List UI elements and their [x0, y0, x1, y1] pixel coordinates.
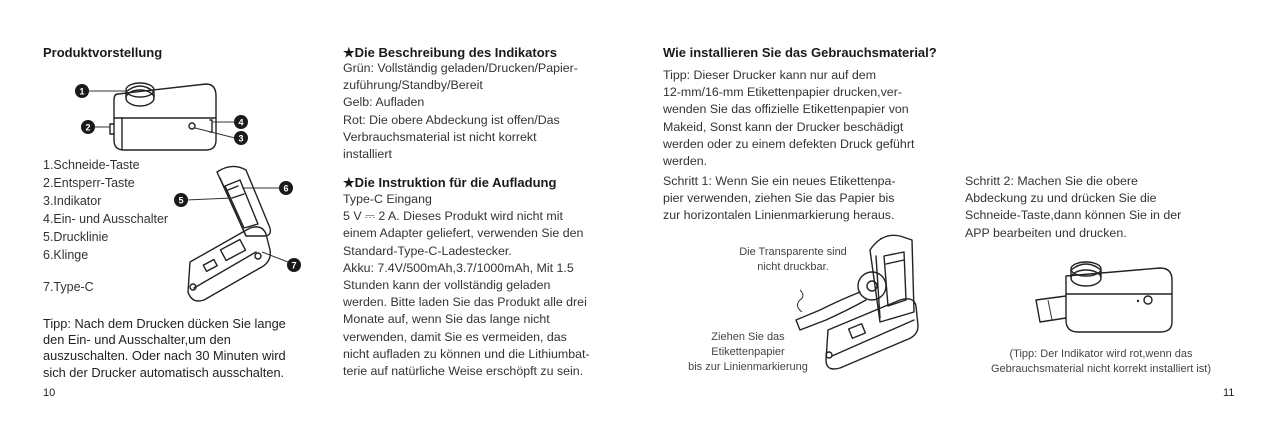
list-item: 1.Schneide-Taste: [43, 158, 140, 172]
list-item: 3.Indikator: [43, 194, 102, 208]
page-number-left: 10: [43, 387, 56, 399]
callout-1: 1: [79, 86, 85, 97]
pull-note: Ziehen Sie das Etikettenpapier bis zur Linienmarkierung: [688, 331, 808, 373]
indicator-title: ★Die Beschreibung des Indikators: [343, 45, 557, 60]
list-item: 6.Klinge: [43, 248, 89, 262]
charging-title: ★Die Instruktion für die Aufladung: [343, 175, 557, 190]
section-title-product: Produktvorstellung: [43, 45, 163, 60]
callout-5: 5: [178, 195, 184, 206]
indicator-description: Grün: Vollständig geladen/Drucken/Papier- zuführung/Standby/Bereit Gelb: Aufladen Rot: Die obere Abdeckung ist offen/Das Verbrauchsmaterial ist nicht korrekt installiert: [343, 61, 578, 162]
callout-2: 2: [85, 122, 91, 133]
step-2-text: Schritt 2: Machen Sie die obere Abdeckung zu und drücken Sie die Schneide-Taste,dann können Sie in der APP bearbeiten und drucken.: [965, 174, 1182, 240]
parts-list: [43, 156, 168, 264]
transparent-note: Die Transparente sind nicht druckbar.: [739, 246, 847, 273]
list-item: 7.Type-C: [43, 280, 94, 294]
list-item: 2.Entsperr-Taste: [43, 176, 135, 190]
power-tip: Tipp: Nach dem Drucken dücken Sie lange den Ein- und Ausschalter,um den auszuschalten. Oder nach 30 Minuten wird sich der Drucker automatisch ausschalten.: [43, 316, 286, 380]
callout-4: 4: [238, 117, 244, 128]
parts-list-item-7: [43, 278, 94, 296]
indicator-note: (Tipp: Der Indikator wird rot,wenn das Gebrauchsmaterial nicht korrekt installiert ist): [990, 348, 1212, 375]
install-title: Wie installieren Sie das Gebrauchsmaterial?: [663, 45, 937, 60]
list-item: 5.Drucklinie: [43, 230, 109, 244]
list-item: 4.Ein- und Ausschalter: [43, 212, 169, 226]
install-tip: Tipp: Dieser Drucker kann nur auf dem 12-mm/16-mm Etikettenpapier drucken,ver- wenden Sie das offizielle Etikettenpapier von Makeid, Sonst kann der Drucker beschädigt werden oder zu einem defekten Druck geführt werden.: [663, 68, 915, 169]
step-1-text: Schritt 1: Wenn Sie ein neues Etikettenpa- pier verwenden, ziehen Sie das Papier bis zur horizontalen Linienmarkierung heraus.: [663, 174, 896, 223]
callout-3: 3: [238, 133, 244, 144]
callout-6: 6: [283, 183, 289, 194]
charging-description: Type-C Eingang 5 V ⎓ 2 A. Dieses Produkt wird nicht mit einem Adapter geliefert, verwenden Sie den Standard-Type-C-Ladestecker. Akku: 7.4V/500mAh,3.7/1000mAh, Mit 1.5 Stunden kann der vollständig geladen werden. Bitte laden Sie das Produkt alle drei Monate auf, wenn Sie das lange nicht verwenden, damit Sie es vermeiden, das nicht aufladen zu können und die Lithiumbat- terie auf natürliche Weise erschöpft zu sein.: [343, 192, 590, 379]
page-number-right: 11: [1223, 387, 1235, 399]
callout-7: 7: [291, 260, 297, 271]
